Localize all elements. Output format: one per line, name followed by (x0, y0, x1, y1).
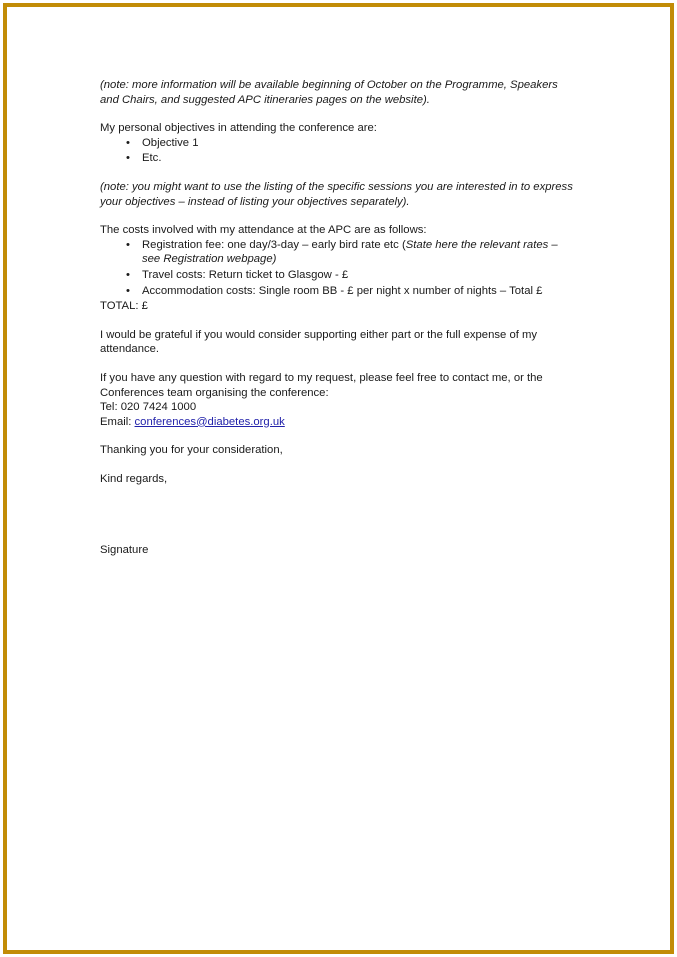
list-item-label: Accommodation costs: Single room BB - £ per night x number of nights – Total £ (142, 284, 543, 297)
note-availability-paragraph: (note: more information will be available beginning of October on the Programme, Speakers and Chairs, and suggested APC itineraries pages on the website). (100, 79, 558, 106)
objectives-intro-paragraph: My personal objectives in attending the conference are: (100, 122, 377, 135)
regards-paragraph: Kind regards, (100, 472, 168, 485)
support-request-paragraph: I would be grateful if you would consider supporting either part or the full expense of my attendance. (100, 328, 538, 356)
bullet-point-icon: • (126, 238, 130, 251)
signature-spacer (100, 486, 574, 543)
bullet-point-icon: • (126, 268, 130, 281)
list-item (100, 238, 574, 267)
email-link[interactable]: conferences@diabetes.org.uk (134, 415, 285, 428)
telephone-line: Tel: 020 7424 1000 (100, 401, 197, 414)
costs-bullet-list (100, 238, 574, 298)
list-item-label: Travel costs: Return ticket to Glasgow - £ (142, 268, 349, 281)
list-item (100, 284, 574, 299)
list-item (100, 268, 574, 283)
thanks-paragraph: Thanking you for your consideration, (100, 444, 283, 457)
list-item-label: Objective 1 (142, 136, 199, 149)
costs-total-line: TOTAL: £ (100, 300, 148, 313)
bullet-point-icon: • (126, 284, 130, 297)
note-objectives-paragraph: (note: you might want to use the listing of the specific sessions you are interested in to express your objectives – instead of listing your objectives separately). (100, 180, 573, 208)
list-item-emphasis: State here the relevant rates – see Registration webpage) (142, 238, 558, 266)
contact-intro-paragraph: If you have any question with regard to my request, please feel free to contact me, or the Conferences team organising the conference: (100, 371, 543, 399)
bullet-point-icon: • (126, 152, 130, 165)
costs-intro-paragraph: The costs involved with my attendance at the APC are as follows: (100, 224, 427, 237)
objectives-bullet-list (100, 136, 574, 166)
list-item (100, 136, 574, 151)
list-item-label: Etc. (142, 152, 162, 165)
list-item (100, 151, 574, 166)
email-line (100, 415, 574, 430)
bullet-point-icon: • (126, 136, 130, 149)
signature-placeholder: Signature (100, 544, 149, 557)
email-label: Email: (100, 415, 135, 428)
list-item-label: Registration fee: one day/3-day – early bird rate etc ( (142, 238, 406, 251)
letter-body (100, 78, 574, 558)
